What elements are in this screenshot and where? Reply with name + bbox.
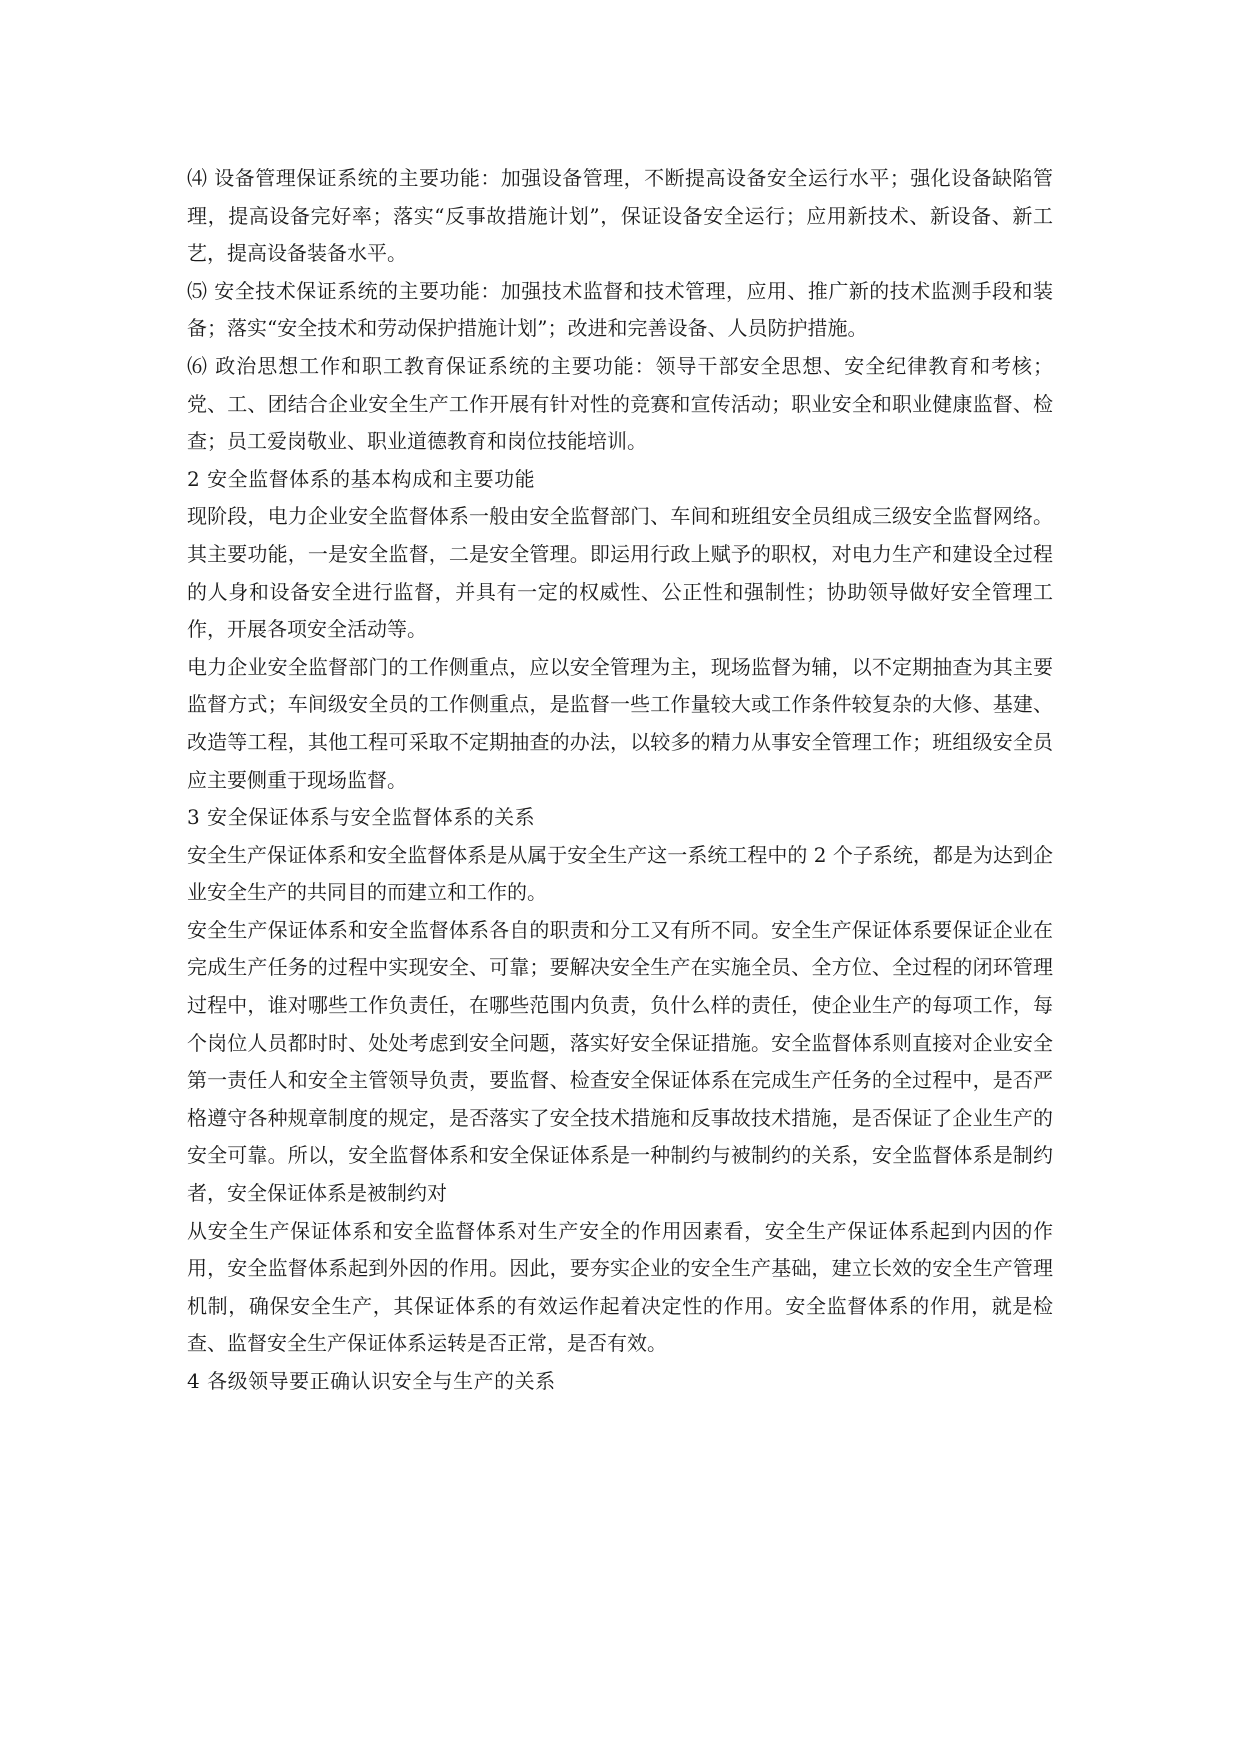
paragraph-two-subsystems: 安全生产保证体系和安全监督体系是从属于安全生产这一系统工程中的 2 个子系统，都是为达到企业安全生产的共同目的而建立和工作的。 — [187, 842, 1053, 905]
paragraph-safety-technology: ⑸ 安全技术保证系统的主要功能：加强技术监督和技术管理，应用、推广新的技术监测手段和装备；落实“安全技术和劳动保护措施计划”；改进和完善设备、人员防护措施。 — [187, 278, 1053, 341]
section-heading-4: 4 各级领导要正确认识安全与生产的关系 — [187, 1369, 556, 1393]
paragraph-internal-external-factors: 从安全生产保证体系和安全监督体系对生产安全的作用因素看，安全生产保证体系起到内因的作用，安全监督体系起到外因的作用。因此，要夯实企业的安全生产基础，建立长效的安全生产管理机制，确保安全生产，其保证体系的有效运作起着决定性的作用。安全监督体系的作用，就是检查、监督安全生产保证体系运转是否正常，是否有效。 — [187, 1218, 1053, 1356]
paragraph-supervision-composition: 现阶段，电力企业安全监督体系一般由安全监督部门、车间和班组安全员组成三级安全监督网络。其主要功能，一是安全监督，二是安全管理。即运用行政上赋予的职权，对电力生产和建设全过程的人身和设备安全进行监督，并具有一定的权威性、公正性和强制性；协助领导做好安全管理工作，开展各项安全活动等。 — [187, 504, 1053, 642]
paragraph-supervision-focus: 电力企业安全监督部门的工作侧重点，应以安全管理为主，现场监督为辅，以不定期抽查为其主要监督方式；车间级安全员的工作侧重点，是监督一些工作量较大或工作条件较复杂的大修、基建、改造等工程，其他工程可采取不定期抽查的办法，以较多的精力从事安全管理工作；班组级安全员应主要侧重于现场监督。 — [187, 654, 1053, 792]
section-heading-3: 3 安全保证体系与安全监督体系的关系 — [187, 805, 536, 830]
paragraph-political-education: ⑹ 政治思想工作和职工教育保证系统的主要功能：领导干部安全思想、安全纪律教育和考核；党、工、团结合企业安全生产工作开展有针对性的竞赛和宣传活动；职业安全和职业健康监督、检查；员工爱岗敬业、职业道德教育和岗位技能培训。 — [187, 353, 1053, 454]
section-heading-2: 2 安全监督体系的基本构成和主要功能 — [187, 466, 536, 491]
paragraph-responsibilities: 安全生产保证体系和安全监督体系各自的职责和分工又有所不同。安全生产保证体系要保证企业在完成生产任务的过程中实现安全、可靠；要解决安全生产在实施全员、全方位、全过程的闭环管理过程中，谁对哪些工作负责任，在哪些范围内负责，负什么样的责任，使企业生产的每项工作，每个岗位人员都时时、处处考虑到安全问题，落实好安全保证措施。安全监督体系则直接对企业安全第一责任人和安全主管领导负责，要监督、检查安全保证体系在完成生产任务的全过程中，是否严格遵守各种规章制度的规定，是否落实了安全技术措施和反事故技术措施，是否保证了企业生产的安全可靠。所以，安全监督体系和安全保证体系是一种制约与被制约的关系，安全监督体系是制约者，安全保证体系是被制约对 — [187, 917, 1053, 1206]
paragraph-equipment-management: ⑷ 设备管理保证系统的主要功能：加强设备管理，不断提高设备安全运行水平；强化设备缺陷管理，提高设备完好率；落实“反事故措施计划”，保证设备安全运行；应用新技术、新设备、新工艺，提高设备装备水平。 — [187, 166, 1053, 266]
document-body — [187, 160, 1053, 1401]
